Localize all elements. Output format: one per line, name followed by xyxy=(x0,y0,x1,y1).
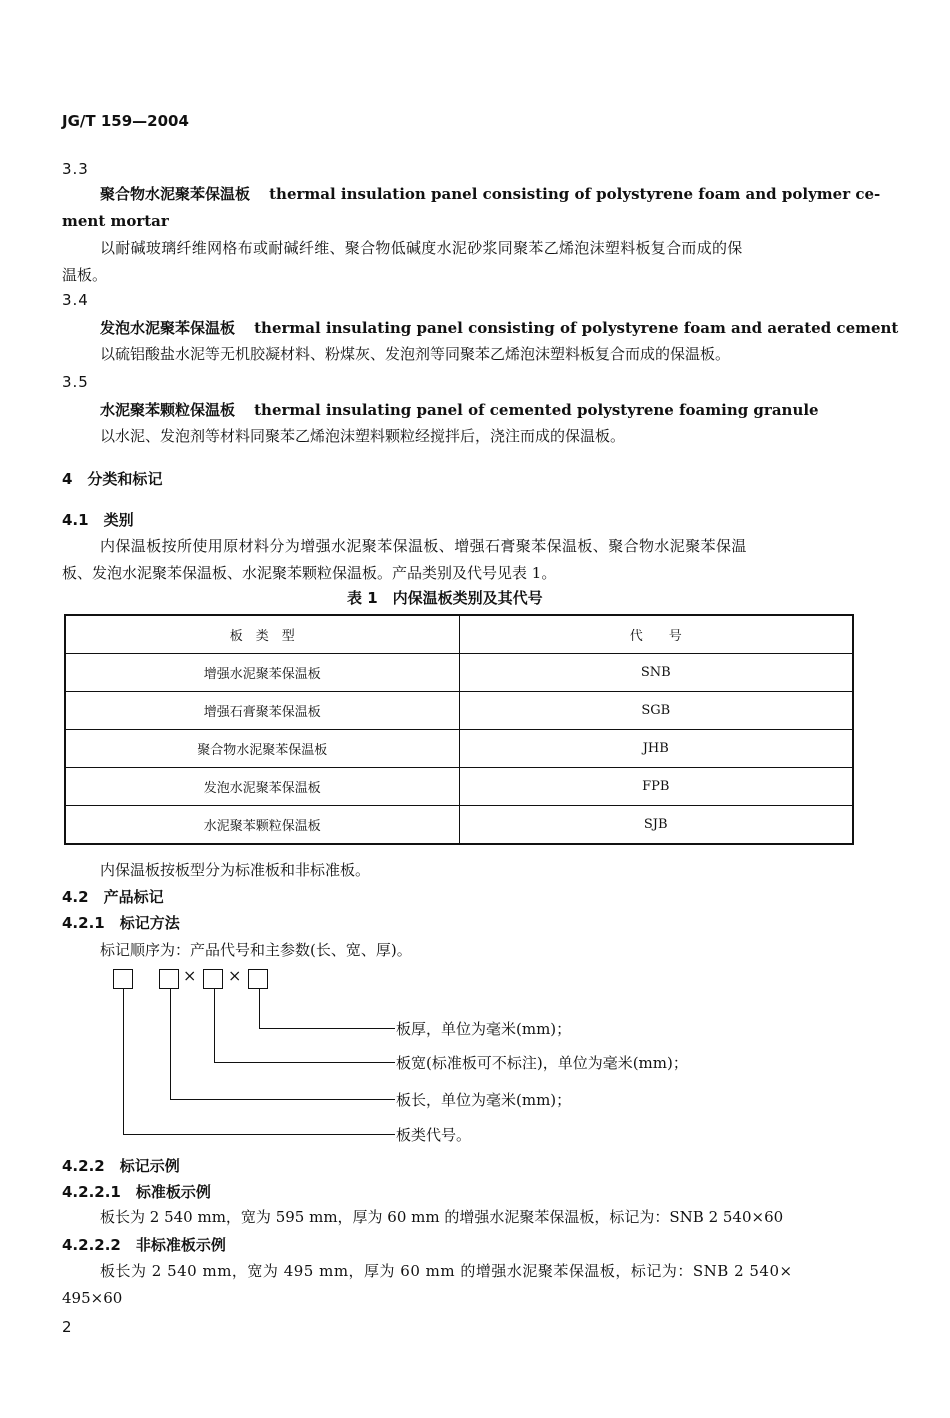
term-en: thermal insulating panel consisting of polystyrene foam and aerated cement xyxy=(254,319,899,337)
cell-type: 水泥聚苯颗粒保温板 xyxy=(65,806,459,845)
table-row xyxy=(65,806,853,845)
term-en-continued: ment mortar xyxy=(62,212,169,230)
length-leader-vertical xyxy=(170,989,171,1100)
term-en: thermal insulating panel of cemented polystyrene foaming granule xyxy=(254,401,819,419)
section-4-2-1-heading: 4.2.1 标记方法 xyxy=(62,914,180,932)
example-standard-panel: 板长为 2 540 mm，宽为 595 mm，厚为 60 mm 的增强水泥聚苯保温板，标记为：SNB 2 540×60 xyxy=(100,1208,784,1226)
cell-code: SNB xyxy=(459,654,853,692)
definition-3-4: 以硫铝酸盐水泥等无机胶凝材料、粉煤灰、发泡剂等同聚苯乙烯泡沫塑料板复合而成的保温板。 xyxy=(100,345,731,363)
term-en: thermal insulation panel consisting of polystyrene foam and polymer ce- xyxy=(269,185,881,203)
label-width: 板宽(标准板可不标注)，单位为毫米(mm)； xyxy=(396,1054,688,1072)
term-cn: 水泥聚苯颗粒保温板 xyxy=(100,401,236,419)
term-cn: 聚合物水泥聚苯保温板 xyxy=(100,185,251,203)
para-4-1-line1: 内保温板按所使用原材料分为增强水泥聚苯保温板、增强石膏聚苯保温板、聚合物水泥聚苯保温 xyxy=(100,537,747,555)
thickness-leader-vertical xyxy=(259,989,260,1029)
section-4-1-heading: 4.1 类别 xyxy=(62,511,134,529)
width-leader-vertical xyxy=(214,989,215,1063)
label-code: 板类代号。 xyxy=(396,1126,472,1144)
cell-type: 发泡水泥聚苯保温板 xyxy=(65,768,459,806)
para-4-1-line2: 板、发泡水泥聚苯保温板、水泥聚苯颗粒保温板。产品类别及代号见表 1。 xyxy=(62,564,557,582)
term-3-4 xyxy=(100,317,898,338)
cell-code: JHB xyxy=(459,730,853,768)
cell-type: 增强水泥聚苯保温板 xyxy=(65,654,459,692)
cell-code: SJB xyxy=(459,806,853,845)
length-leader-horizontal xyxy=(170,1099,395,1100)
label-length: 板长，单位为毫米(mm)； xyxy=(396,1091,572,1109)
table-row xyxy=(65,768,853,806)
clause-number-3-4: 3.4 xyxy=(62,291,89,309)
clause-number-3-3: 3.3 xyxy=(62,160,89,178)
table-caption: 表 1 内保温板类别及其代号 xyxy=(347,589,543,607)
cell-code: FPB xyxy=(459,768,853,806)
table-header-row xyxy=(65,615,853,654)
table-row xyxy=(65,692,853,730)
term-3-5 xyxy=(100,399,819,420)
para-after-table: 内保温板按板型分为标准板和非标准板。 xyxy=(100,861,371,879)
code-leader-vertical xyxy=(123,989,124,1135)
section-4-2-2-1-heading: 4.2.2.1 标准板示例 xyxy=(62,1183,211,1201)
example-nonstandard-line1: 板长为 2 540 mm，宽为 495 mm，厚为 60 mm 的增强水泥聚苯保温板，标记为：SNB 2 540× xyxy=(100,1262,793,1280)
width-box xyxy=(203,969,223,989)
thickness-leader-horizontal xyxy=(259,1028,395,1029)
section-4-heading: 4 分类和标记 xyxy=(62,470,163,488)
category-table xyxy=(64,614,854,845)
clause-number-3-5: 3.5 xyxy=(62,373,89,391)
example-nonstandard-line2: 495×60 xyxy=(62,1289,123,1307)
code-box xyxy=(113,969,133,989)
width-leader-horizontal xyxy=(214,1062,395,1063)
code-leader-horizontal xyxy=(123,1134,395,1135)
table-row xyxy=(65,654,853,692)
definition-3-5: 以水泥、发泡剂等材料同聚苯乙烯泡沫塑料颗粒经搅拌后，浇注而成的保温板。 xyxy=(100,427,626,445)
label-thickness: 板厚，单位为毫米(mm)； xyxy=(396,1020,572,1038)
column-header-type: 板 类 型 xyxy=(65,615,459,654)
times-sign: × xyxy=(228,966,242,985)
times-sign: × xyxy=(183,966,197,985)
section-4-2-2-heading: 4.2.2 标记示例 xyxy=(62,1157,180,1175)
term-3-3 xyxy=(100,183,880,204)
table-row xyxy=(65,730,853,768)
cell-type: 聚合物水泥聚苯保温板 xyxy=(65,730,459,768)
definition-3-3-line2: 温板。 xyxy=(62,266,108,284)
marking-order: 标记顺序为：产品代号和主参数(长、宽、厚)。 xyxy=(100,941,412,959)
definition-3-3-line1: 以耐碱玻璃纤维网格布或耐碱纤维、聚合物低碱度水泥砂浆同聚苯乙烯泡沫塑料板复合而成的保 xyxy=(100,239,743,257)
standard-code: JG/T 159—2004 xyxy=(62,112,189,130)
section-4-2-2-2-heading: 4.2.2.2 非标准板示例 xyxy=(62,1236,226,1254)
column-header-code: 代 号 xyxy=(459,615,853,654)
page-number: 2 xyxy=(62,1318,73,1336)
cell-code: SGB xyxy=(459,692,853,730)
cell-type: 增强石膏聚苯保温板 xyxy=(65,692,459,730)
length-box xyxy=(159,969,179,989)
section-4-2-heading: 4.2 产品标记 xyxy=(62,888,164,906)
thickness-box xyxy=(248,969,268,989)
term-cn: 发泡水泥聚苯保温板 xyxy=(100,319,236,337)
